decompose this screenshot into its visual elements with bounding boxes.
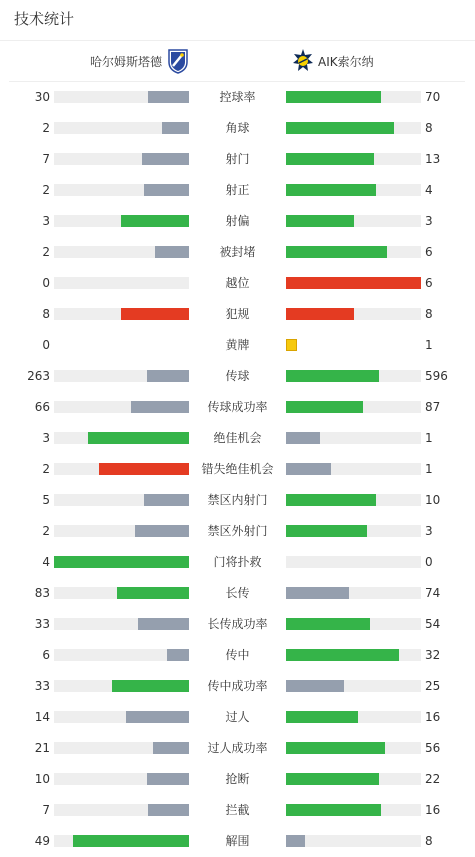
- away-stat-bar: [286, 308, 421, 320]
- halmstad-crest-icon: [167, 48, 189, 74]
- away-stat-value: 6: [425, 245, 433, 259]
- stat-label: 绝佳机会: [213, 431, 262, 445]
- home-stat-bar: [54, 153, 189, 165]
- stat-row: [0, 174, 475, 205]
- home-stat-bar: [54, 339, 189, 351]
- stat-row: [0, 81, 475, 112]
- away-stat-bar: [286, 525, 421, 537]
- away-stat-bar-fill: [286, 215, 354, 227]
- away-stat-value: 54: [425, 617, 441, 631]
- away-stat-value: 16: [425, 803, 441, 817]
- home-stat-bar: [54, 587, 189, 599]
- stat-row: [0, 639, 475, 670]
- away-stat-bar: [286, 153, 421, 165]
- home-stat-value: 2: [42, 183, 50, 197]
- home-stat-value: 66: [34, 400, 50, 414]
- home-stat-bar-fill: [121, 308, 189, 320]
- home-stat-bar: [54, 463, 189, 475]
- away-stat-value: 74: [425, 586, 441, 600]
- away-stat-value: 8: [425, 834, 433, 848]
- away-team-name: AIK索尔纳: [318, 54, 374, 69]
- away-stat-bar: [286, 215, 421, 227]
- home-stat-bar-fill: [99, 463, 189, 475]
- home-stat-bar-fill: [147, 773, 189, 785]
- away-stat-bar-fill: [286, 711, 358, 723]
- stat-label: 犯规: [225, 307, 250, 321]
- away-stat-value: 8: [425, 121, 433, 135]
- away-stat-bar: [286, 184, 421, 196]
- away-stat-value: 56: [425, 741, 441, 755]
- home-stat-value: 33: [34, 679, 50, 693]
- home-stat-value: 21: [34, 741, 50, 755]
- away-stat-bar: [286, 370, 421, 382]
- away-stat-bar: [286, 246, 421, 258]
- away-stat-bar-fill: [286, 494, 376, 506]
- home-team-name: 哈尔姆斯塔德: [89, 54, 162, 69]
- home-stat-bar: [54, 184, 189, 196]
- home-stat-bar-fill: [155, 246, 189, 258]
- away-stat-bar: [286, 649, 421, 661]
- home-stat-bar-fill: [142, 153, 189, 165]
- home-stat-bar-fill: [148, 804, 189, 816]
- home-stat-value: 3: [42, 431, 50, 445]
- away-stat-bar: [286, 401, 421, 413]
- home-stat-bar-fill: [126, 711, 189, 723]
- home-stat-bar: [54, 742, 189, 754]
- stat-label: 错失绝佳机会: [201, 462, 274, 476]
- stat-label: 解围: [225, 834, 250, 848]
- stat-row: [0, 143, 475, 174]
- home-stat-bar-fill: [88, 432, 189, 444]
- away-stat-bar: [286, 773, 421, 785]
- away-stat-bar: [286, 835, 421, 847]
- stat-row: [0, 298, 475, 329]
- away-stat-bar: [286, 711, 421, 723]
- away-stat-value: 13: [425, 152, 441, 166]
- home-stat-bar: [54, 773, 189, 785]
- home-stat-value: 263: [27, 369, 50, 383]
- stat-row: [0, 329, 475, 360]
- stat-row: [0, 701, 475, 732]
- stat-row: [0, 236, 475, 267]
- away-stat-bar-fill: [286, 432, 320, 444]
- away-stat-bar: [286, 804, 421, 816]
- away-team[interactable]: [292, 41, 374, 81]
- stat-label: 拦截: [225, 803, 250, 817]
- away-stat-value: 32: [425, 648, 441, 662]
- home-stat-bar-fill: [144, 494, 189, 506]
- home-stat-bar-fill: [117, 587, 189, 599]
- home-stat-bar: [54, 835, 189, 847]
- away-stat-value: 3: [425, 524, 433, 538]
- away-stat-bar-fill: [286, 246, 387, 258]
- away-stat-bar-fill: [286, 835, 305, 847]
- away-stat-bar: [286, 277, 421, 289]
- away-stat-value: 0: [425, 555, 433, 569]
- away-stat-bar: [286, 742, 421, 754]
- teams-header: [0, 41, 475, 81]
- stat-label: 被封堵: [219, 245, 256, 259]
- away-stat-bar-fill: [286, 804, 381, 816]
- stat-label: 传球: [225, 369, 250, 383]
- home-stat-bar: [54, 122, 189, 134]
- home-team[interactable]: [90, 41, 189, 81]
- away-stat-bar-fill: [286, 618, 370, 630]
- away-stat-value: 1: [425, 462, 433, 476]
- stat-row: [0, 267, 475, 298]
- home-stat-value: 10: [34, 772, 50, 786]
- home-stat-value: 49: [34, 834, 50, 848]
- away-stat-value: 6: [425, 276, 433, 290]
- stat-label: 门将扑救: [213, 555, 262, 569]
- stat-label: 黄牌: [225, 338, 250, 352]
- stat-row: [0, 391, 475, 422]
- stat-label: 长传: [225, 586, 250, 600]
- home-stat-bar: [54, 556, 189, 568]
- home-stat-bar-fill: [148, 91, 189, 103]
- home-stat-bar-fill: [138, 618, 189, 630]
- away-stat-bar: [286, 680, 421, 692]
- stats-list: [0, 81, 475, 856]
- away-stat-bar-fill: [286, 463, 331, 475]
- home-stat-bar: [54, 308, 189, 320]
- home-stat-bar-fill: [121, 215, 189, 227]
- away-stat-bar: [286, 618, 421, 630]
- away-stat-bar-fill: [286, 153, 374, 165]
- away-stat-bar-fill: [286, 401, 363, 413]
- home-stat-bar: [54, 711, 189, 723]
- home-stat-bar-fill: [153, 742, 189, 754]
- home-stat-value: 8: [42, 307, 50, 321]
- away-stat-bar: [286, 587, 421, 599]
- away-stat-bar: [286, 556, 421, 568]
- stat-label: 过人成功率: [207, 741, 268, 755]
- away-stat-bar-fill: [286, 370, 379, 382]
- away-stat-value: 16: [425, 710, 441, 724]
- away-stat-bar-fill: [286, 587, 349, 599]
- stat-row: [0, 515, 475, 546]
- stat-label: 控球率: [219, 90, 256, 104]
- home-stat-value: 30: [34, 90, 50, 104]
- home-stat-bar-fill: [54, 556, 189, 568]
- stat-row: [0, 825, 475, 856]
- stat-label: 传球成功率: [207, 400, 268, 414]
- home-stat-value: 6: [42, 648, 50, 662]
- away-stat-bar-fill: [286, 525, 367, 537]
- away-stat-bar: [286, 122, 421, 134]
- away-stat-bar-fill: [286, 649, 399, 661]
- home-stat-value: 7: [42, 152, 50, 166]
- home-stat-bar-fill: [162, 122, 189, 134]
- home-stat-bar: [54, 432, 189, 444]
- home-stat-bar: [54, 804, 189, 816]
- stat-row: [0, 670, 475, 701]
- away-stat-bar-fill: [286, 277, 421, 289]
- away-stat-value: 10: [425, 493, 441, 507]
- stat-row: [0, 763, 475, 794]
- stat-label: 过人: [225, 710, 250, 724]
- away-stat-value: 22: [425, 772, 441, 786]
- stat-label: 射偏: [225, 214, 250, 228]
- stat-label: 传中成功率: [207, 679, 268, 693]
- home-stat-bar: [54, 246, 189, 258]
- away-stat-bar-fill: [286, 742, 385, 754]
- stat-row: [0, 484, 475, 515]
- stat-label: 传中: [225, 648, 250, 662]
- stat-row: [0, 608, 475, 639]
- stat-row: [0, 360, 475, 391]
- stat-row: [0, 732, 475, 763]
- away-stat-bar-fill: [286, 91, 381, 103]
- away-stat-bar: [286, 91, 421, 103]
- home-stat-value: 2: [42, 121, 50, 135]
- away-stat-value: 25: [425, 679, 441, 693]
- stat-row: [0, 205, 475, 236]
- home-stat-bar: [54, 277, 189, 289]
- stat-row: [0, 453, 475, 484]
- page-title: 技术统计: [14, 10, 75, 28]
- away-stat-value: 8: [425, 307, 433, 321]
- stat-label: 射门: [225, 152, 250, 166]
- home-stat-value: 0: [42, 338, 50, 352]
- away-stat-bar: [286, 494, 421, 506]
- home-stat-bar-fill: [112, 680, 189, 692]
- stat-label: 禁区内射门: [207, 493, 268, 507]
- stat-row: [0, 577, 475, 608]
- home-stat-bar: [54, 91, 189, 103]
- home-stat-bar: [54, 649, 189, 661]
- away-stat-bar-fill: [286, 184, 376, 196]
- away-stat-value: 596: [425, 369, 448, 383]
- home-stat-value: 2: [42, 524, 50, 538]
- home-stat-bar: [54, 525, 189, 537]
- home-stat-value: 5: [42, 493, 50, 507]
- stat-label: 抢断: [225, 772, 250, 786]
- home-stat-value: 33: [34, 617, 50, 631]
- home-stat-value: 14: [34, 710, 50, 724]
- away-stat-value: 1: [425, 338, 433, 352]
- home-stat-value: 7: [42, 803, 50, 817]
- away-stat-bar-fill: [286, 339, 297, 351]
- home-stat-bar: [54, 494, 189, 506]
- away-stat-bar-fill: [286, 122, 394, 134]
- home-stat-value: 4: [42, 555, 50, 569]
- away-stat-value: 4: [425, 183, 433, 197]
- aik-crest-icon: [292, 48, 314, 74]
- home-stat-bar-fill: [131, 401, 189, 413]
- away-stat-bar: [286, 339, 421, 351]
- stat-row: [0, 112, 475, 143]
- stat-row: [0, 794, 475, 825]
- home-stat-bar-fill: [73, 835, 189, 847]
- home-stat-value: 3: [42, 214, 50, 228]
- home-stat-bar-fill: [147, 370, 189, 382]
- stat-row: [0, 546, 475, 577]
- away-stat-value: 87: [425, 400, 441, 414]
- home-stat-value: 2: [42, 462, 50, 476]
- stat-label: 禁区外射门: [207, 524, 268, 538]
- away-stat-value: 1: [425, 431, 433, 445]
- stat-label: 越位: [225, 276, 250, 290]
- away-stat-value: 70: [425, 90, 441, 104]
- home-stat-bar: [54, 618, 189, 630]
- away-stat-bar: [286, 463, 421, 475]
- stat-row: [0, 422, 475, 453]
- home-stat-value: 0: [42, 276, 50, 290]
- home-stat-value: 2: [42, 245, 50, 259]
- away-stat-bar-fill: [286, 773, 379, 785]
- stat-label: 射正: [225, 183, 250, 197]
- home-stat-bar: [54, 370, 189, 382]
- home-stat-bar: [54, 215, 189, 227]
- stat-label: 长传成功率: [207, 617, 268, 631]
- away-stat-bar: [286, 432, 421, 444]
- home-stat-bar: [54, 680, 189, 692]
- away-stat-bar-fill: [286, 680, 344, 692]
- home-stat-bar: [54, 401, 189, 413]
- stat-label: 角球: [225, 121, 250, 135]
- home-stat-bar-fill: [167, 649, 189, 661]
- away-stat-value: 3: [425, 214, 433, 228]
- home-stat-bar-fill: [135, 525, 189, 537]
- away-stat-bar-fill: [286, 308, 354, 320]
- home-stat-value: 83: [34, 586, 50, 600]
- home-stat-bar-fill: [144, 184, 189, 196]
